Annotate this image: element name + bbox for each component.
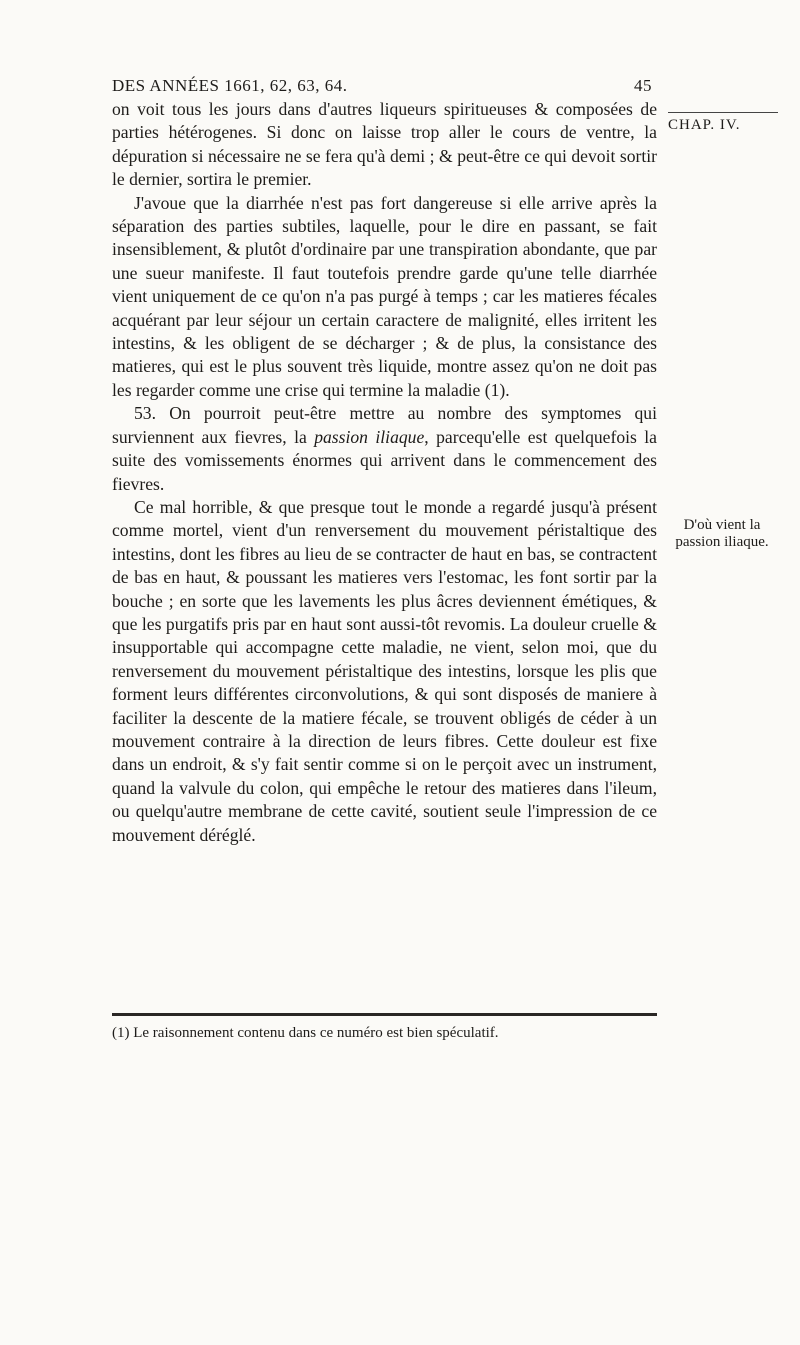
paragraph-3-term: passion iliaque xyxy=(314,426,425,447)
paragraph-3 xyxy=(112,402,657,496)
margin-note: D'où vient la passion iliaque. xyxy=(675,517,769,550)
paragraph-3-end: , parcequ'elle est quelquefois la suite des vomissements énormes qui arrivent dans le commencement des fievres. xyxy=(112,426,657,494)
running-title: DES ANNÉES 1661, 62, 63, 64. xyxy=(112,76,348,95)
chapter-marker xyxy=(668,112,778,134)
paragraph-3-start: 53. On pourroit peut-être mettre au nombre des symptomes qui surviennent aux fievres, la xyxy=(112,403,657,447)
paragraph-1: on voit tous les jours dans d'autres liqueurs spiritueuses & composées de parties hétérogenes. Si donc on laisse trop aller le cours de ventre, la dépuration si nécessaire ne se fera qu'à demi ; & peut-être ce qui devoit sortir le dernier, sortira le premier. xyxy=(112,99,657,190)
chapter-rule xyxy=(668,112,778,113)
footnote: (1) Le raisonnement contenu dans ce numéro est bien spéculatif. xyxy=(112,1025,499,1041)
paragraph-2: J'avoue que la diarrhée n'est pas fort dangereuse si elle arrive après la séparation des parties subtiles, laquelle, pour le dire en passant, se fait insensiblement, & plutôt d'ordinaire par une transpiration abondante, que par une sueur manifeste. Il faut toutefois prendre garde qu'une telle diarrhée vient uniquement de ce qu'on n'a pas purgé à temps ; car les matieres fécales acquérant par leur séjour un certain caractere de malignité, elles irritent les intestins, & les obligent de se décharger ; & de plus, la consistance des matieres, qui est le plus souvent très liquide, montre assez qu'on ne doit pas les regarder comme une crise qui termine la maladie (1). xyxy=(112,192,657,400)
main-text xyxy=(112,98,657,847)
chapter-label: CHAP. IV. xyxy=(668,117,741,133)
page-number: 45 xyxy=(634,76,652,95)
paragraph-4: Ce mal horrible, & que presque tout le monde a regardé jusqu'à présent comme mortel, vient d'un renversement du mouvement péristaltique des intestins, dont les fibres au lieu de se contracter de haut en bas, se contractent de bas en haut, & poussant les matieres vers l'estomac, les font sortir par la bouche ; en sorte que les lavements les plus âcres deviennent émétiques, & que les purgatifs pris par en haut sont aussi-tôt revomis. La douleur cruelle & insupportable qui accompagne cette maladie, ne vient, selon moi, que du renversement du mouvement péristaltique des intestins, lorsque les plis que forment leurs différentes circonvolutions, & qui sont disposés de maniere à faciliter la descente de la matiere fécale, se trouvent obligés de céder à un mouvement contraire à la direction de leurs fibres. Cette douleur est fixe dans un endroit, & s'y fait sentir comme si on le perçoit avec un instrument, quand la valvule du colon, qui empêche le retour des matieres dans l'ileum, ou quelqu'autre membrane de cette cavité, soutient seule l'impression de ce mouvement déréglé. xyxy=(112,496,657,845)
footnote-divider xyxy=(112,1013,657,1016)
